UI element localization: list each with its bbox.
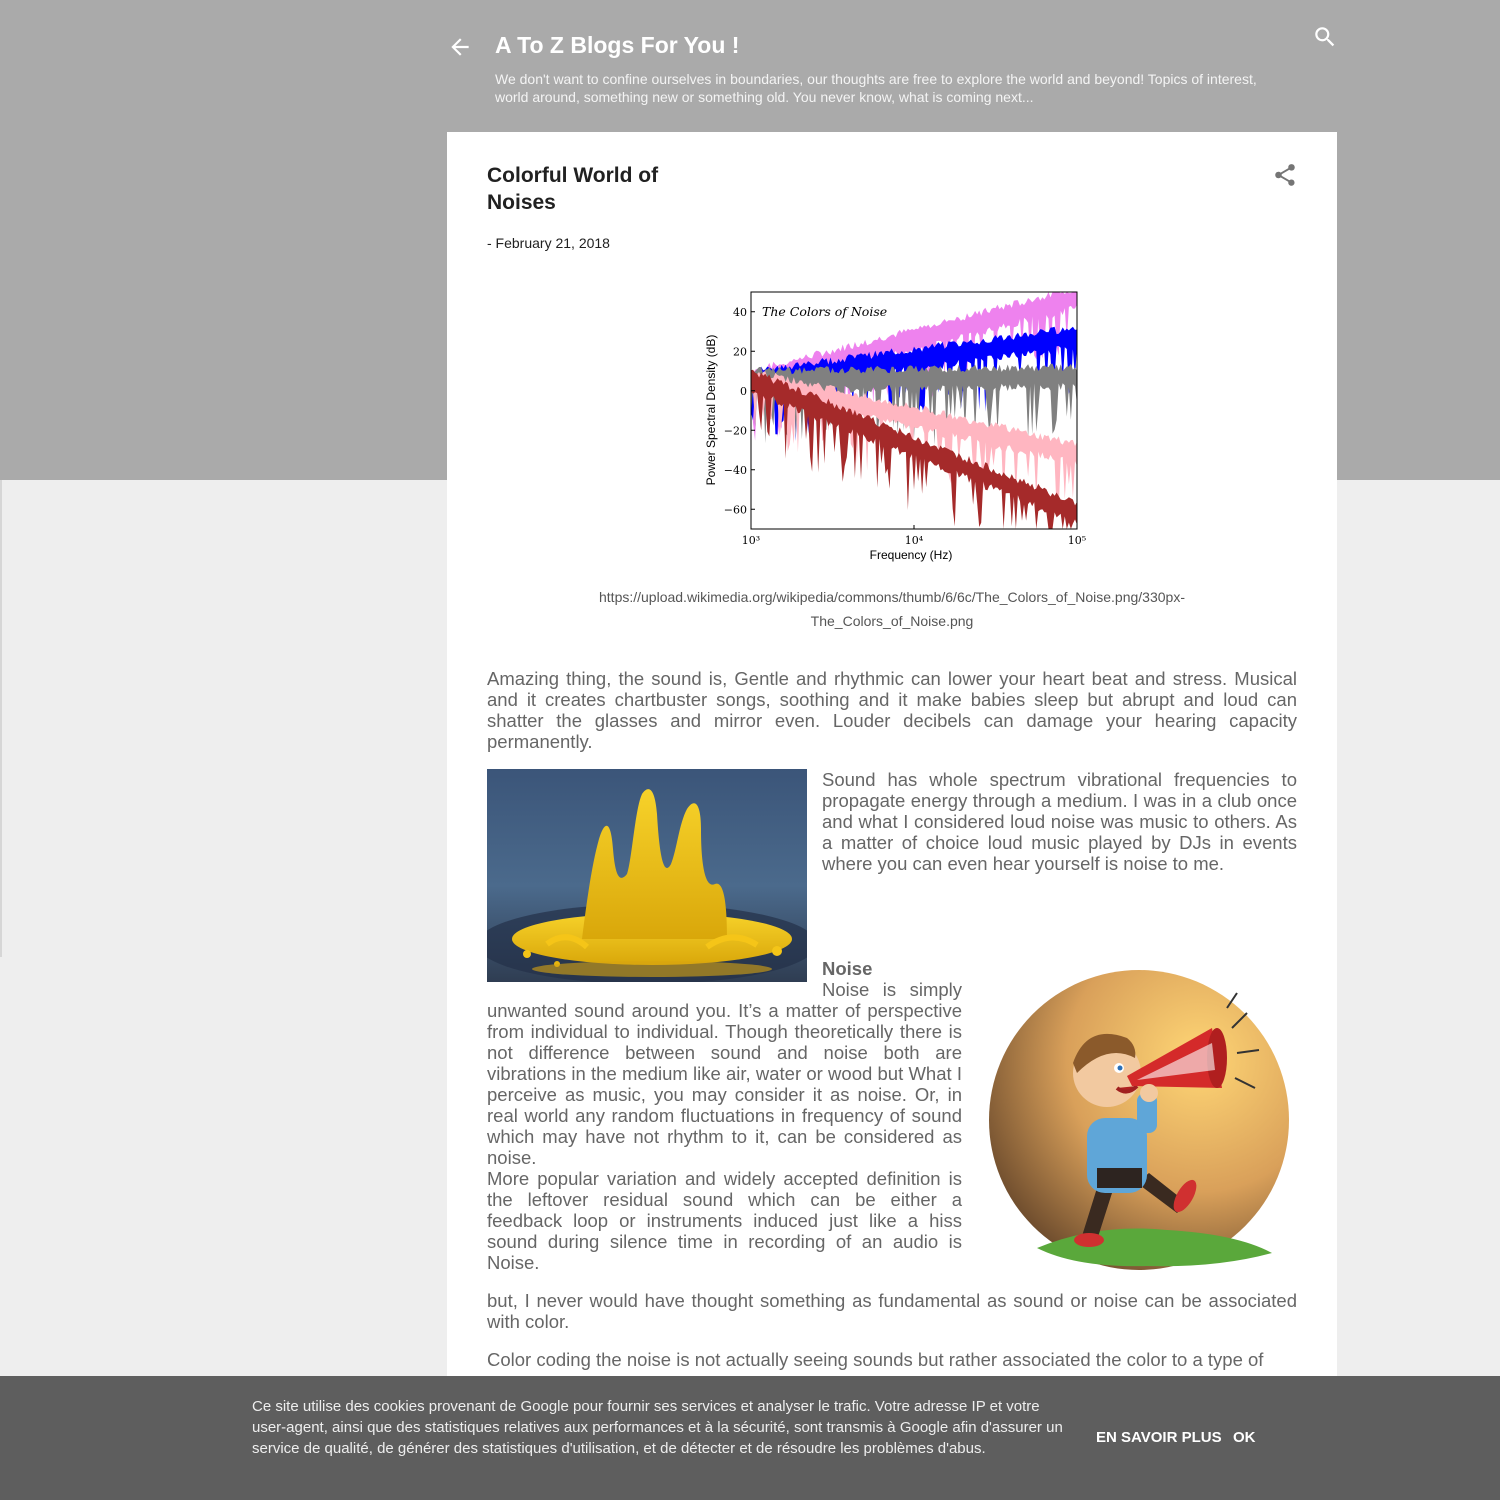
- y-tick-label: −40: [723, 463, 747, 477]
- paragraph-intro: Amazing thing, the sound is, Gentle and rhythmic can lower your heart beat and stress. Musical and it creates chartbuster songs, soothing and it make babies sleep but abrupt and loud can shatter the glasses and mirror even. Louder decibels can damage your hearing capacity permanently.: [487, 668, 1297, 752]
- paint-splash-illustration: [487, 769, 807, 982]
- search-button[interactable]: [1312, 24, 1338, 50]
- cookie-text: Ce site utilise des cookies provenant de Google pour fournir ses services et analyser le trafic. Votre adresse IP et votre user-agent, ainsi que des statistiques relatives aux performances et à la sécurité, sont transmis à Google afin d'assurer un service de qualité, de générer des statistiques d'utilisation, et de détecter et de résoudre les problèmes d'abus.: [252, 1398, 1063, 1457]
- post-card: [447, 132, 1337, 1500]
- post-body: [487, 668, 1297, 1387]
- y-tick-label: 0: [740, 384, 747, 398]
- yellow-paint-splash-image[interactable]: [487, 769, 807, 982]
- x-tick-label: 10³: [741, 534, 761, 547]
- left-edge-divider: [0, 480, 2, 957]
- y-tick-label: −20: [723, 424, 747, 438]
- y-axis-label: Power Spectral Density (dB): [704, 334, 718, 486]
- paragraph-residual: More popular variation and widely accepted definition is the leftover residual sound which can be either a feedback loop or instruments induced just like a hiss sound during silence time in recording of an audio is Noise.: [487, 1168, 962, 1273]
- megaphone-illustration: [977, 968, 1297, 1278]
- y-tick-label: −60: [723, 503, 747, 517]
- x-tick-label: 10⁴: [904, 534, 924, 547]
- paragraph-noise-body: Noise is simply unwanted sound around you. It’s a matter of perspective from individual to individual. Though theoretically there is not difference between sound and noise both are vibrations in the medium like air, water or wood but What I perceive as music, you may consider it as noise. Or, in real world any random fluctuations in frequency of sound which may have not rhythm to it, can be considered as noise.: [487, 979, 962, 1168]
- colors-of-noise-chart[interactable]: [699, 282, 1089, 572]
- share-icon: [1272, 162, 1298, 188]
- y-tick-label: 40: [733, 305, 747, 319]
- chart-title: The Colors of Noise: [762, 304, 888, 319]
- learn-more-button[interactable]: EN SAVOIR PLUS: [1096, 1429, 1222, 1446]
- noise-heading: Noise: [822, 958, 873, 979]
- blog-description: We don't want to confine ourselves in boundaries, our thoughts are free to explore the world and beyond! Topics of interest, world around, something new or something old. You never know, what is coming next...: [495, 71, 1257, 105]
- paragraph-spectrum: Sound has whole spectrum vibrational frequencies to propagate energy through a medium. I was in a club once and what I considered loud noise was music to others. As a matter of choice loud music played by DJs in events where you can even hear yourself is noise to me.: [822, 769, 1297, 874]
- chart-svg: [699, 282, 1089, 572]
- share-button[interactable]: [1272, 162, 1298, 188]
- paragraph-color-coding: Color coding the noise is not actually seeing sounds but rather associated the color to a type of: [487, 1349, 1264, 1370]
- post-date[interactable]: - February 21, 2018: [487, 235, 610, 251]
- ok-button[interactable]: OK: [1233, 1429, 1256, 1446]
- post-title[interactable]: Colorful World of Noises: [487, 164, 659, 214]
- image-caption: https://upload.wikimedia.org/wikipedia/commons/thumb/6/6c/The_Colors_of_Noise.png/330px-The_Colors_of_Noise.png: [599, 589, 1185, 629]
- megaphone-man-image[interactable]: [977, 968, 1297, 1278]
- paragraph-color-association: but, I never would have thought something as fundamental as sound or noise can be associated with color.: [487, 1290, 1297, 1332]
- cookie-banner: [0, 1376, 1500, 1500]
- search-icon: [1312, 24, 1338, 50]
- x-tick-label: 10⁵: [1067, 534, 1087, 547]
- x-axis-label: Frequency (Hz): [869, 548, 953, 562]
- blog-title[interactable]: A To Z Blogs For You !: [495, 32, 740, 58]
- back-button[interactable]: [447, 34, 473, 60]
- arrow-back-icon: [447, 34, 473, 60]
- y-ticks: [724, 306, 755, 517]
- y-tick-label: 20: [733, 345, 747, 359]
